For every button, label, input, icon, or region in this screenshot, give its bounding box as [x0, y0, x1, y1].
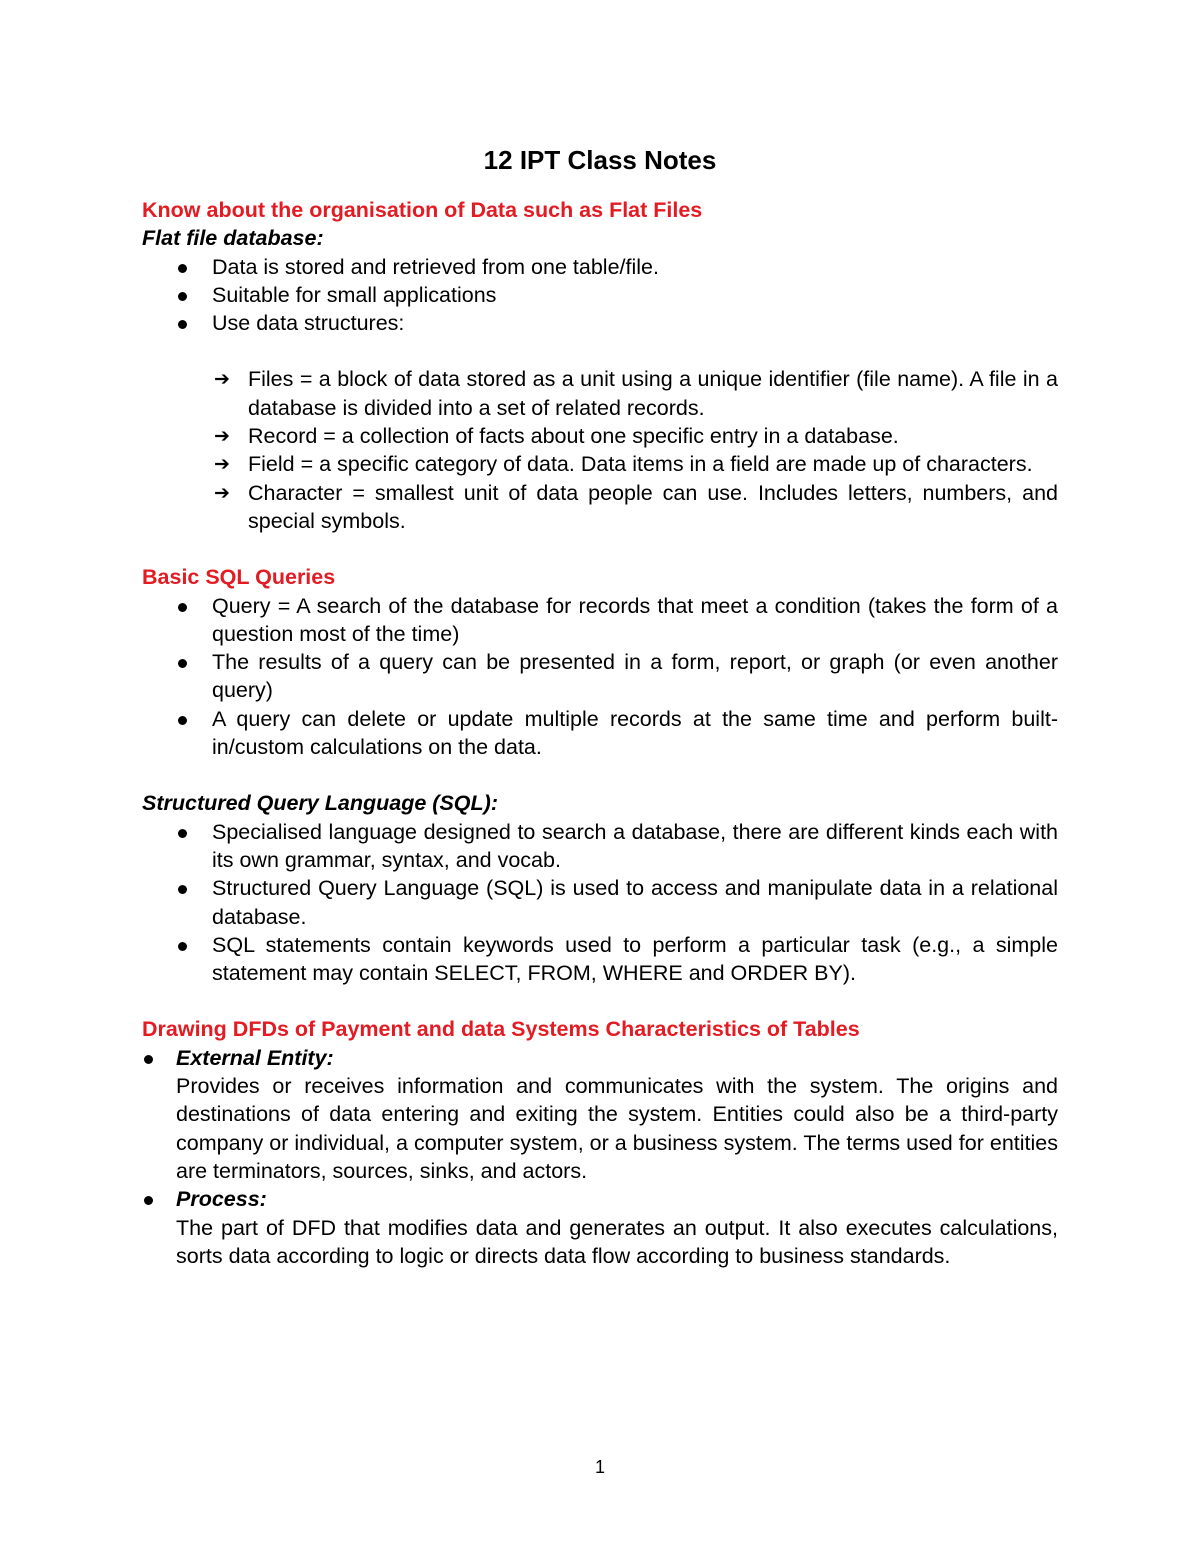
arrow-item-text: Files = a block of data stored as a unit using a unique identifier (file name). A file in a database is divided into a set of related records.	[248, 367, 1058, 420]
spacer	[142, 761, 1058, 789]
spacer	[142, 535, 1058, 563]
sql-queries-bullet-list	[142, 592, 1058, 762]
dfd-components-list	[142, 1044, 1058, 1270]
list-item	[142, 422, 1058, 450]
subheading-sql: Structured Query Language (SQL):	[142, 791, 498, 816]
list-item	[142, 1044, 1058, 1185]
section-heading-basic-sql: Basic SQL Queries	[142, 565, 336, 590]
spacer	[142, 987, 1058, 1015]
list-item: Use data structures:	[142, 309, 1058, 337]
list-item	[142, 450, 1058, 478]
subheading-flat-file-database: Flat file database:	[142, 226, 324, 251]
spacer	[142, 337, 1058, 365]
list-item: Structured Query Language (SQL) is used to access and manipulate data in a relational database.	[142, 874, 1058, 931]
right-arrow-icon: ➔	[214, 425, 230, 448]
list-item: Query = A search of the database for records that meet a condition (takes the form of a question most of the time)	[142, 592, 1058, 649]
arrow-item-text: Record = a collection of facts about one specific entry in a database.	[248, 424, 899, 449]
dfd-item-body: The part of DFD that modifies data and generates an output. It also executes calculations, sorts data according to logic or directs data flow according to business standards.	[176, 1215, 1058, 1268]
dfd-item-body: Provides or receives information and communicates with the system. The origins and destinations of data entering and exiting the system. Entities could also be a third-party company or individual, a computer system, or a business system. The terms used for entities are terminators, sources, sinks, and actors.	[176, 1074, 1058, 1183]
list-item	[142, 479, 1058, 536]
arrow-item-text: Field = a specific category of data. Data items in a field are made up of characters.	[248, 452, 1033, 477]
list-item: Specialised language designed to search a database, there are different kinds each with its own grammar, syntax, and vocab.	[142, 818, 1058, 875]
list-item	[142, 1185, 1058, 1270]
data-structures-arrow-list	[142, 365, 1058, 535]
section-heading-flat-files: Know about the organisation of Data such as Flat Files	[142, 198, 703, 222]
list-item: Suitable for small applications	[142, 281, 1058, 309]
right-arrow-icon: ➔	[214, 368, 230, 391]
right-arrow-icon: ➔	[214, 481, 230, 504]
dfd-item-title: Process:	[176, 1187, 267, 1212]
arrow-item-text: Character = smallest unit of data people can use. Includes letters, numbers, and special symbols.	[248, 480, 1058, 533]
list-item: Data is stored and retrieved from one table/file.	[142, 253, 1058, 281]
list-item: The results of a query can be presented in a form, report, or graph (or even another query)	[142, 648, 1058, 705]
flat-file-bullet-list	[142, 253, 1058, 338]
document-title: 12 IPT Class Notes	[483, 145, 717, 175]
list-item: SQL statements contain keywords used to perform a particular task (e.g., a simple statement may contain SELECT, FROM, WHERE and ORDER BY).	[142, 931, 1058, 988]
document-content	[142, 140, 1058, 1270]
list-item: A query can delete or update multiple records at the same time and perform built-in/custom calculations on the data.	[142, 705, 1058, 762]
sql-language-bullet-list	[142, 818, 1058, 988]
page-number: 1	[594, 1457, 605, 1477]
list-item	[142, 365, 1058, 422]
dfd-item-title: External Entity:	[176, 1045, 334, 1070]
right-arrow-icon: ➔	[214, 453, 230, 476]
section-heading-dfds: Drawing DFDs of Payment and data Systems Characteristics of Tables	[142, 1017, 860, 1042]
